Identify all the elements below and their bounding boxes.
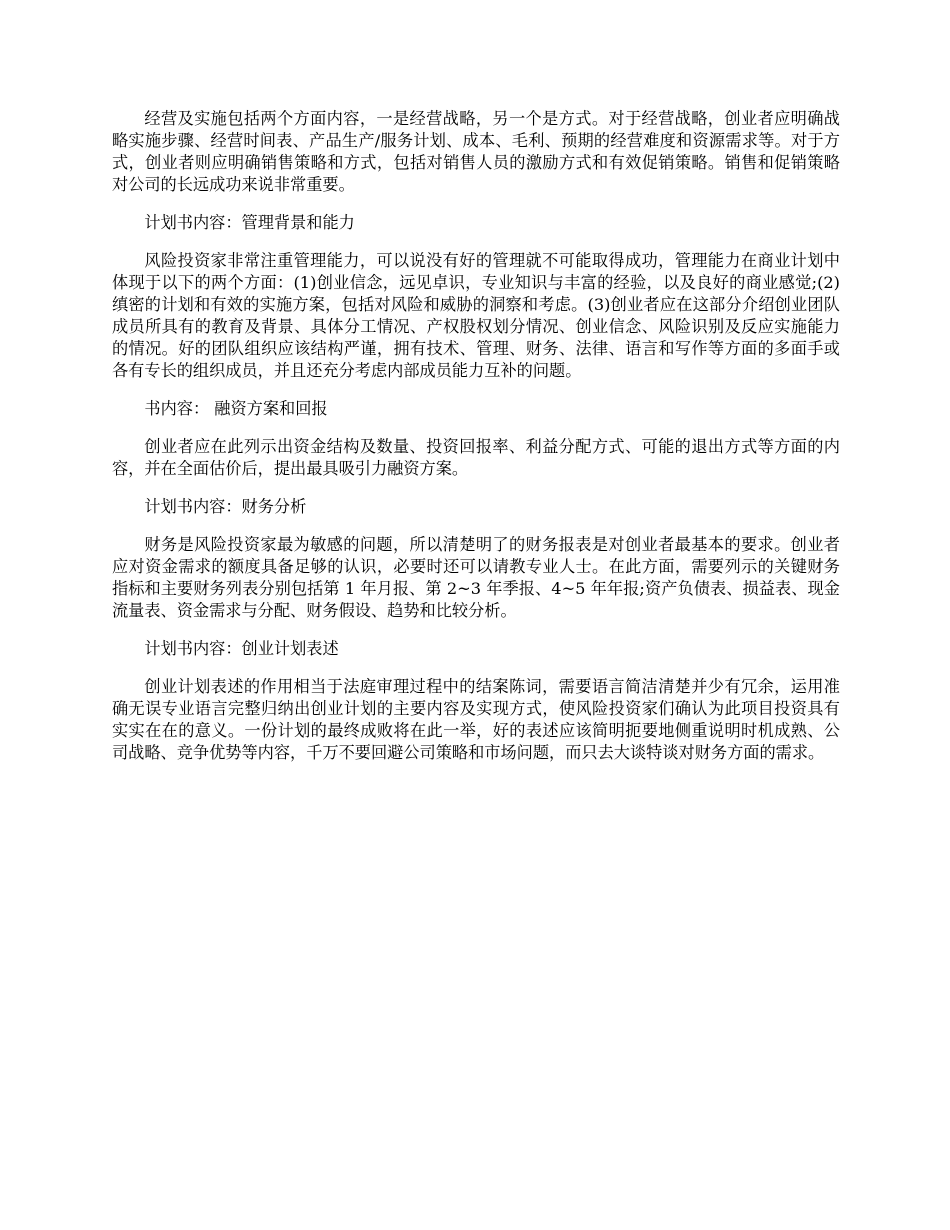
paragraph-financial-analysis: 财务是风险投资家最为敏感的问题，所以清楚明了的财务报表是对创业者最基本的要求。创业者应对资金需求的额度具备足够的认识，必要时还可以请教专业人士。在此方面，需要列示的关键财务指标和主要财务列表分别包括第 1 年月报、第 2~3 年季报、4~5 年年报;资产负债表、损益表、现金流量表、资金需求与分配、财务假设、趋势和比较分析。	[112, 535, 840, 620]
heading-financing: 书内容： 融资方案和回报	[144, 399, 328, 418]
document-page	[112, 108, 840, 764]
heading-management: 计划书内容：管理背景和能力	[144, 213, 355, 232]
paragraph-operations: 经营及实施包括两个方面内容，一是经营战略，另一个是方式。对于经营战略，创业者应明确战略实施步骤、经营时间表、产品生产/服务计划、成本、毛利、预期的经营难度和资源需求等。对于方式，创业者则应明确销售策略和方式，包括对销售人员的激励方式和有效促销策略。销售和促销策略对公司的长远成功来说非常重要。	[112, 109, 840, 194]
paragraph-management: 风险投资家非常注重管理能力，可以说没有好的管理就不可能取得成功，管理能力在商业计划中体现于以下的两个方面：(1)创业信念，远见卓识，专业知识与丰富的经验，以及良好的商业感觉;(2)缜密的计划和有效的实施方案，包括对风险和威胁的洞察和考虑。(3)创业者应在这部分介绍创业团队成员所具有的教育及背景、具体分工情况、产权股权划分情况、创业信念、风险识别及反应实施能力的情况。好的团队组织应该结构严谨，拥有技术、管理、财务、法律、语言和写作等方面的多面手或各有专长的组织成员，并且还充分考虑内部成员能力互补的问题。	[112, 251, 840, 380]
heading-plan-statement: 计划书内容：创业计划表述	[144, 639, 339, 658]
heading-financial-analysis: 计划书内容：财务分析	[144, 497, 307, 516]
paragraph-financing: 创业者应在此列示出资金结构及数量、投资回报率、利益分配方式、可能的退出方式等方面的内容，并在全面估价后，提出最具吸引力融资方案。	[112, 437, 840, 478]
paragraph-plan-statement: 创业计划表述的作用相当于法庭审理过程中的结案陈词，需要语言简洁清楚并少有冗余，运用准确无误专业语言完整归纳出创业计划的主要内容及实现方式，使风险投资家们确认为此项目投资具有实实在在的意义。一份计划的最终成败将在此一举，好的表述应该简明扼要地侧重说明时机成熟、公司战略、竞争优势等内容，千万不要回避公司策略和市场问题，而只去大谈特谈对财务方面的需求。	[112, 677, 840, 762]
